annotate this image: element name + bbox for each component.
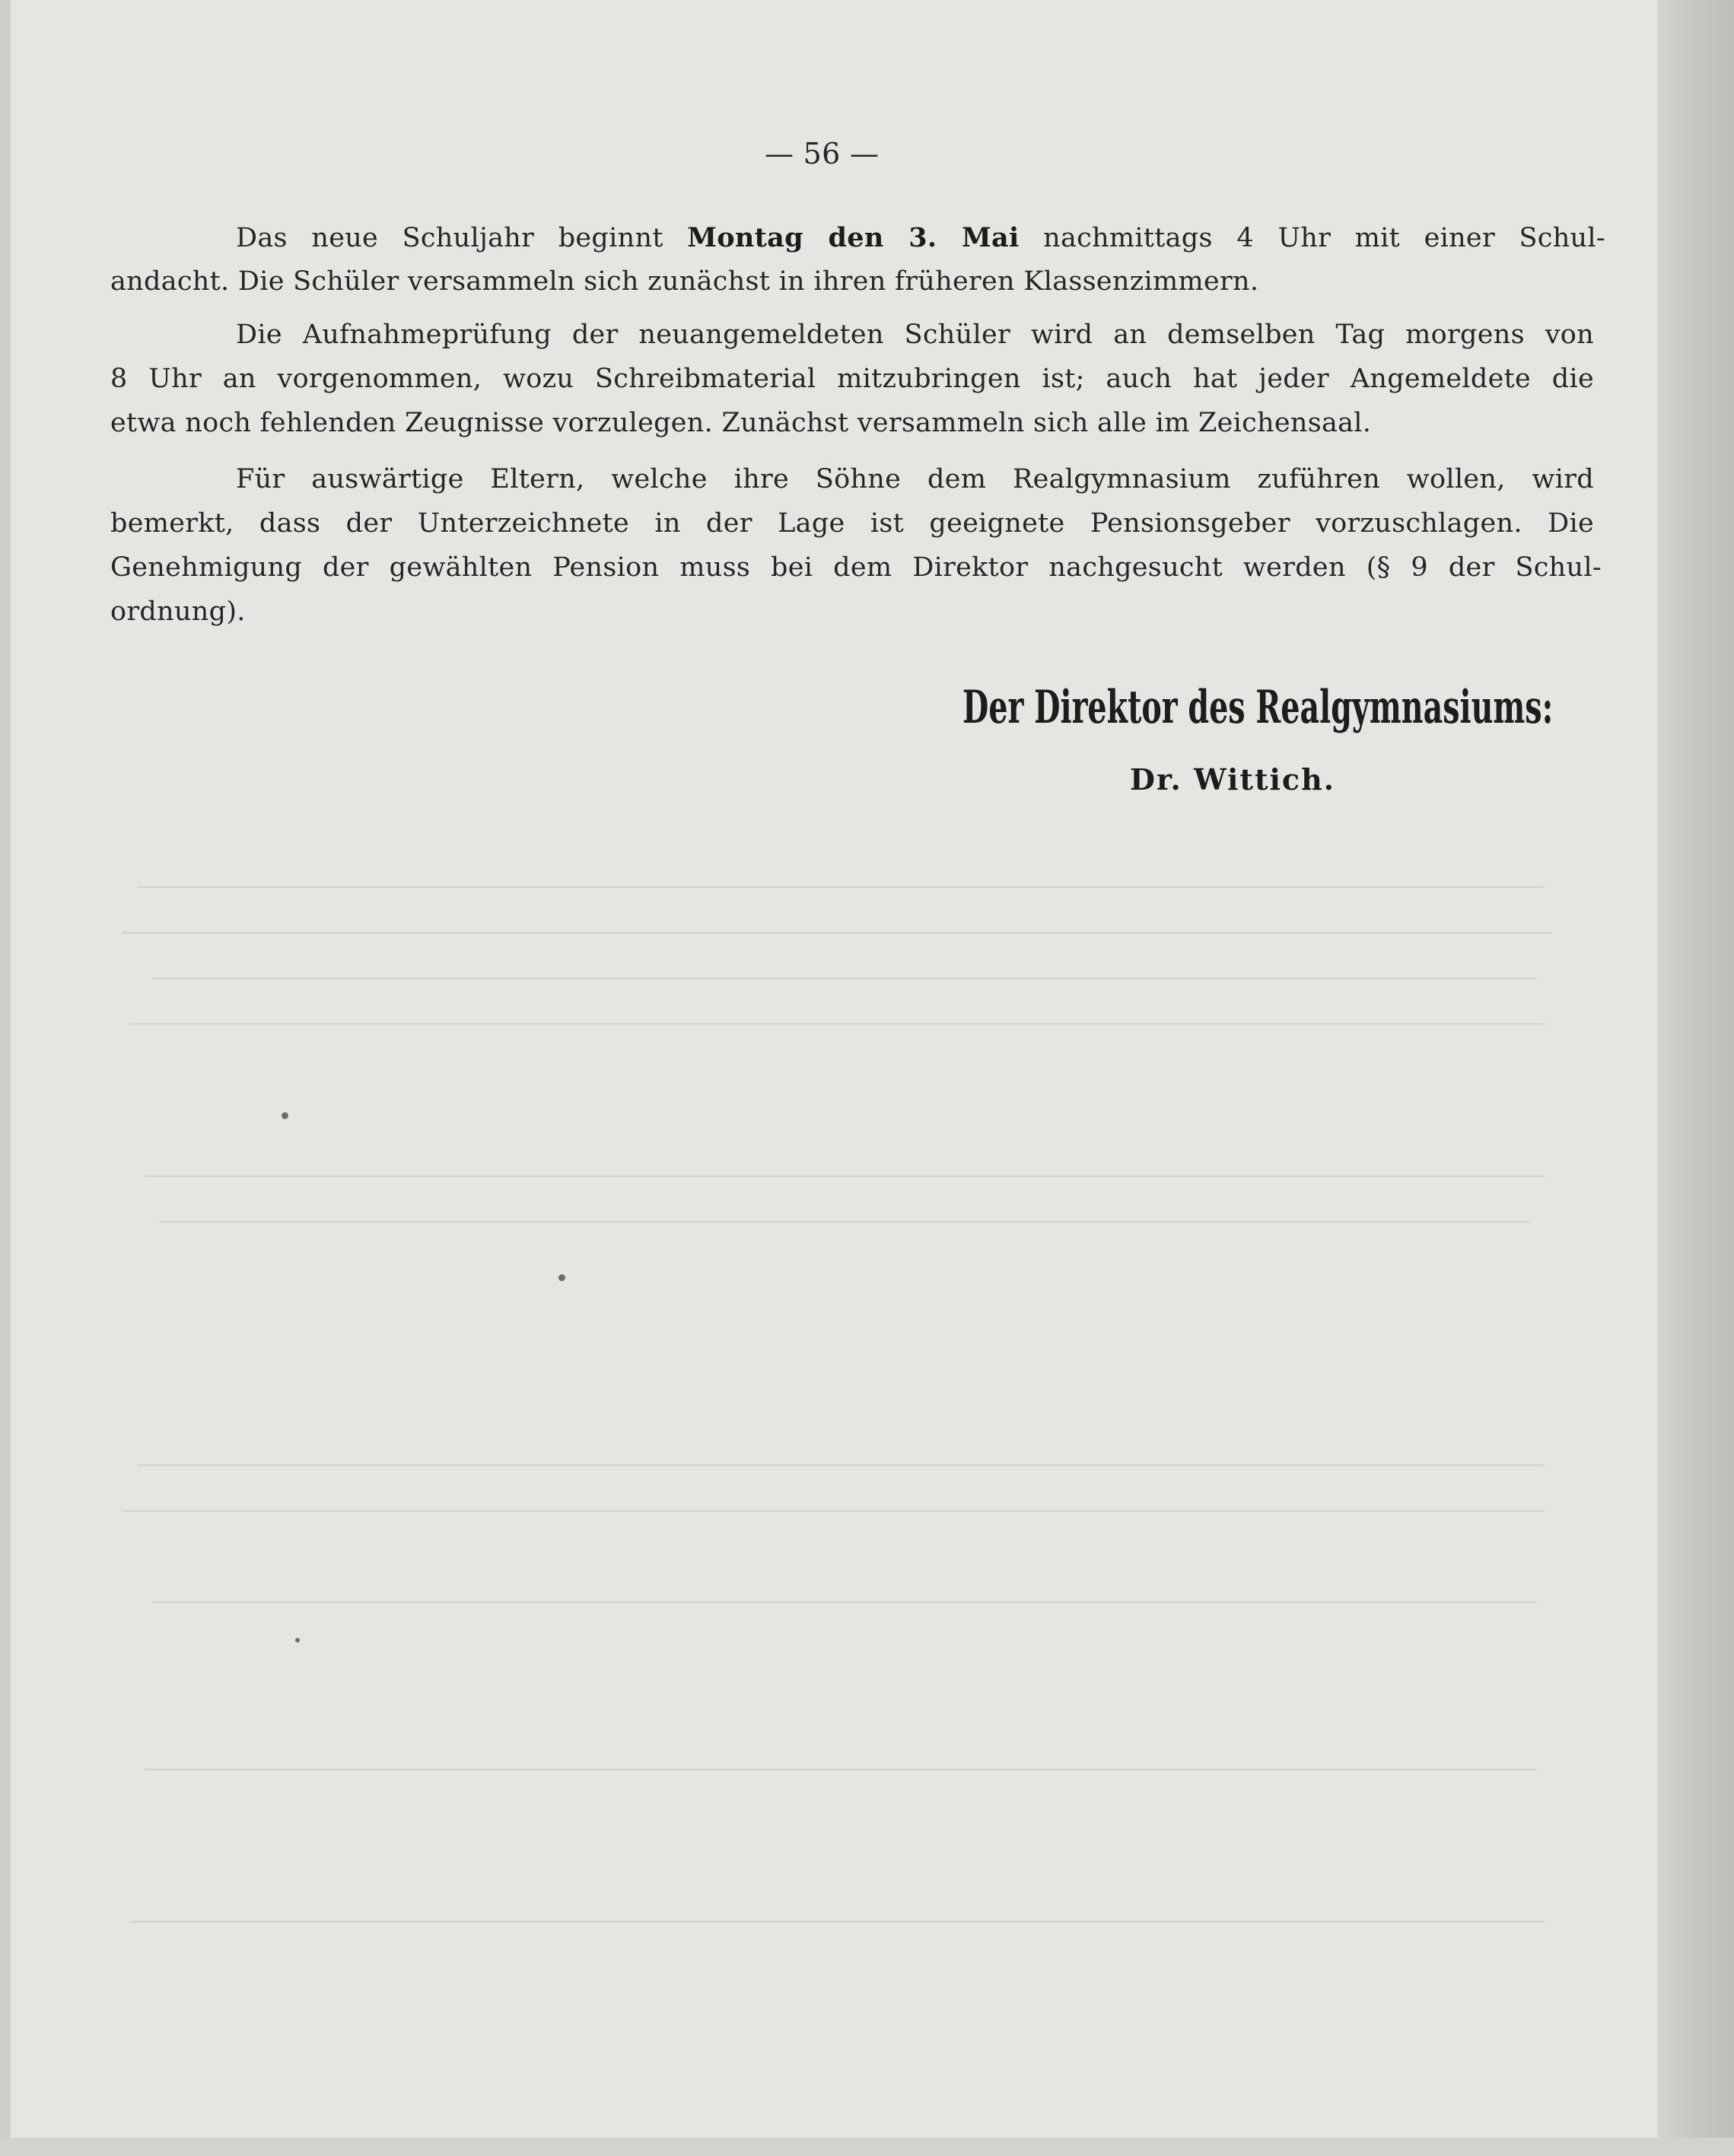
text-line: etwa noch fehlenden Zeugnisse vorzulegen. Zunächst versammeln sich alle im Zeichensaal. bbox=[110, 408, 1372, 438]
page-edge-bottom bbox=[0, 2138, 1734, 2156]
page-edge-right bbox=[1657, 0, 1734, 2156]
show-through-line bbox=[129, 1023, 1545, 1025]
show-through-line bbox=[137, 1464, 1545, 1466]
show-through-line bbox=[122, 1510, 1545, 1512]
show-through-line bbox=[152, 978, 1537, 979]
ink-speck bbox=[295, 1638, 300, 1642]
show-through-line bbox=[145, 1769, 1537, 1770]
text-line bbox=[236, 222, 1605, 253]
text-line: Für auswärtige Eltern, welche ihre Söhne dem Realgymnasium zuführen wollen, wird bbox=[236, 464, 1594, 494]
text-line: Genehmigung der gewählten Pension muss bei dem Direktor nachgesucht werden (§ 9 der Schul- bbox=[110, 552, 1602, 583]
signature-name: Dr. Wittich. bbox=[1130, 762, 1335, 797]
signature-title: Der Direktor des Realgymnasiums: bbox=[962, 681, 1554, 734]
text-line: Die Aufnahmeprüfung der neuangemeldeten Schüler wird an demselben Tag morgens von bbox=[236, 320, 1594, 350]
text-segment: Das neue Schuljahr beginnt bbox=[236, 223, 688, 253]
page-edge-left bbox=[0, 0, 11, 2156]
show-through-line bbox=[160, 1221, 1529, 1223]
show-through-line bbox=[145, 1175, 1545, 1177]
text-segment: nachmittags 4 Uhr mit einer Schul- bbox=[1019, 223, 1606, 253]
text-line: 8 Uhr an vorgenommen, wozu Schreibmaterial mitzubringen ist; auch hat jeder Angemeldete die bbox=[110, 364, 1594, 394]
text-line: bemerkt, dass der Unterzeichnete in der Lage ist geeignete Pensionsgeber vorzuschlagen. Die bbox=[110, 508, 1594, 539]
ink-speck bbox=[282, 1112, 288, 1119]
text-line: ordnung). bbox=[110, 596, 246, 627]
text-line: andacht. Die Schüler versammeln sich zunächst in ihren früheren Klassenzimmern. bbox=[110, 266, 1259, 297]
show-through-line bbox=[129, 1921, 1545, 1922]
start-date-highlight: Montag den 3. Mai bbox=[687, 222, 1020, 253]
show-through-line bbox=[137, 886, 1545, 888]
ink-speck bbox=[558, 1274, 565, 1281]
page-number: — 56 — bbox=[765, 137, 880, 170]
show-through-line bbox=[122, 932, 1552, 933]
show-through-line bbox=[152, 1601, 1537, 1603]
